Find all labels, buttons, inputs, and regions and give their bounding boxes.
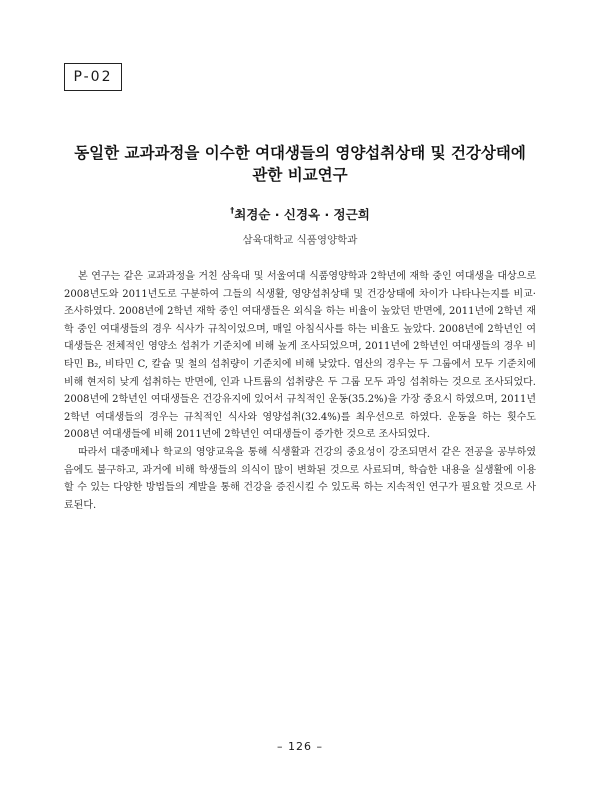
abstract-paragraph-1: 본 연구는 같은 교과과정을 거친 삼육대 및 서울여대 식품영양학과 2학년에 재학 중인 여대생을 대상으로 2008년도와 2011년도로 구분하여 그들의 식생활, 영양섭취상태 및 건강상태에 차이가 나타나는지를 비교·조사하였다. 2008년에 2학년 재학 중인 여대생들은 외식을 하는 비율이 높았던 반면에, 2011년에 2학년 재학 중인 여대생들의 경우 식사가 규칙이었으며, 매일 아침식사를 하는 비율도 높았다. 2008년에 2학년인 여대생들은 전체적인 영양소 섭취가 기준치에 비해 높게 조사되었으며, 2011년에 2학년인 여대생들의 경우 비타민 B₂, 비타민 C, 칼슘 및 철의 섭취량이 기준치에 비해 낮았다. 엽산의 경우는 두 그룹에서 모두 기준치에 비해 현저히 낮게 섭취하는 반면에, 인과 나트륨의 섭취량은 두 그룹 모두 과잉 섭취하는 것으로 조사되었다. 2008년에 2학년인 여대생들은 건강유지에 있어서 규칙적인 운동(35.2%)을 가장 중요시 하였으며, 2011년 2학년 여대생들의 경우는 규칙적인 식사와 영양섭취(32.4%)를 최우선으로 하였다. 운동을 하는 횟수도 2008년 여대생들에 비해 2011년에 2학년인 여대생들이 증가한 것으로 조사되었다. — [64, 271, 536, 441]
abstract-code-box — [64, 63, 122, 91]
corresponding-author-mark: † — [230, 206, 235, 215]
title-line-1: 동일한 교과과정을 이수한 여대생들의 영양섭취상태 및 건강상태에 — [74, 144, 526, 162]
abstract-paragraph-2: 따라서 대중매체나 학교의 영양교육을 통해 식생활과 건강의 중요성이 강조되면서 같은 전공을 공부하였음에도 불구하고, 과거에 비해 학생들의 의식이 많이 변화된 것으로 사료되며, 학습한 내용을 실생활에 이용할 수 있는 다양한 방법들의 계발을 통해 건강을 증진시킬 수 있도록 하는 지속적인 연구가 필요할 것으로 사료된다. — [64, 446, 536, 511]
paper-title — [40, 142, 560, 186]
abstract-body — [64, 268, 536, 514]
author-names: 최경순 · 신경옥 · 정근희 — [234, 207, 370, 222]
affiliation: 삼육대학교 식품영양학과 — [242, 234, 358, 246]
author-list — [0, 205, 600, 223]
abstract-code: P-02 — [73, 69, 113, 85]
page-number: – 126 – — [277, 740, 323, 753]
title-line-2: 관한 비교연구 — [252, 166, 348, 184]
